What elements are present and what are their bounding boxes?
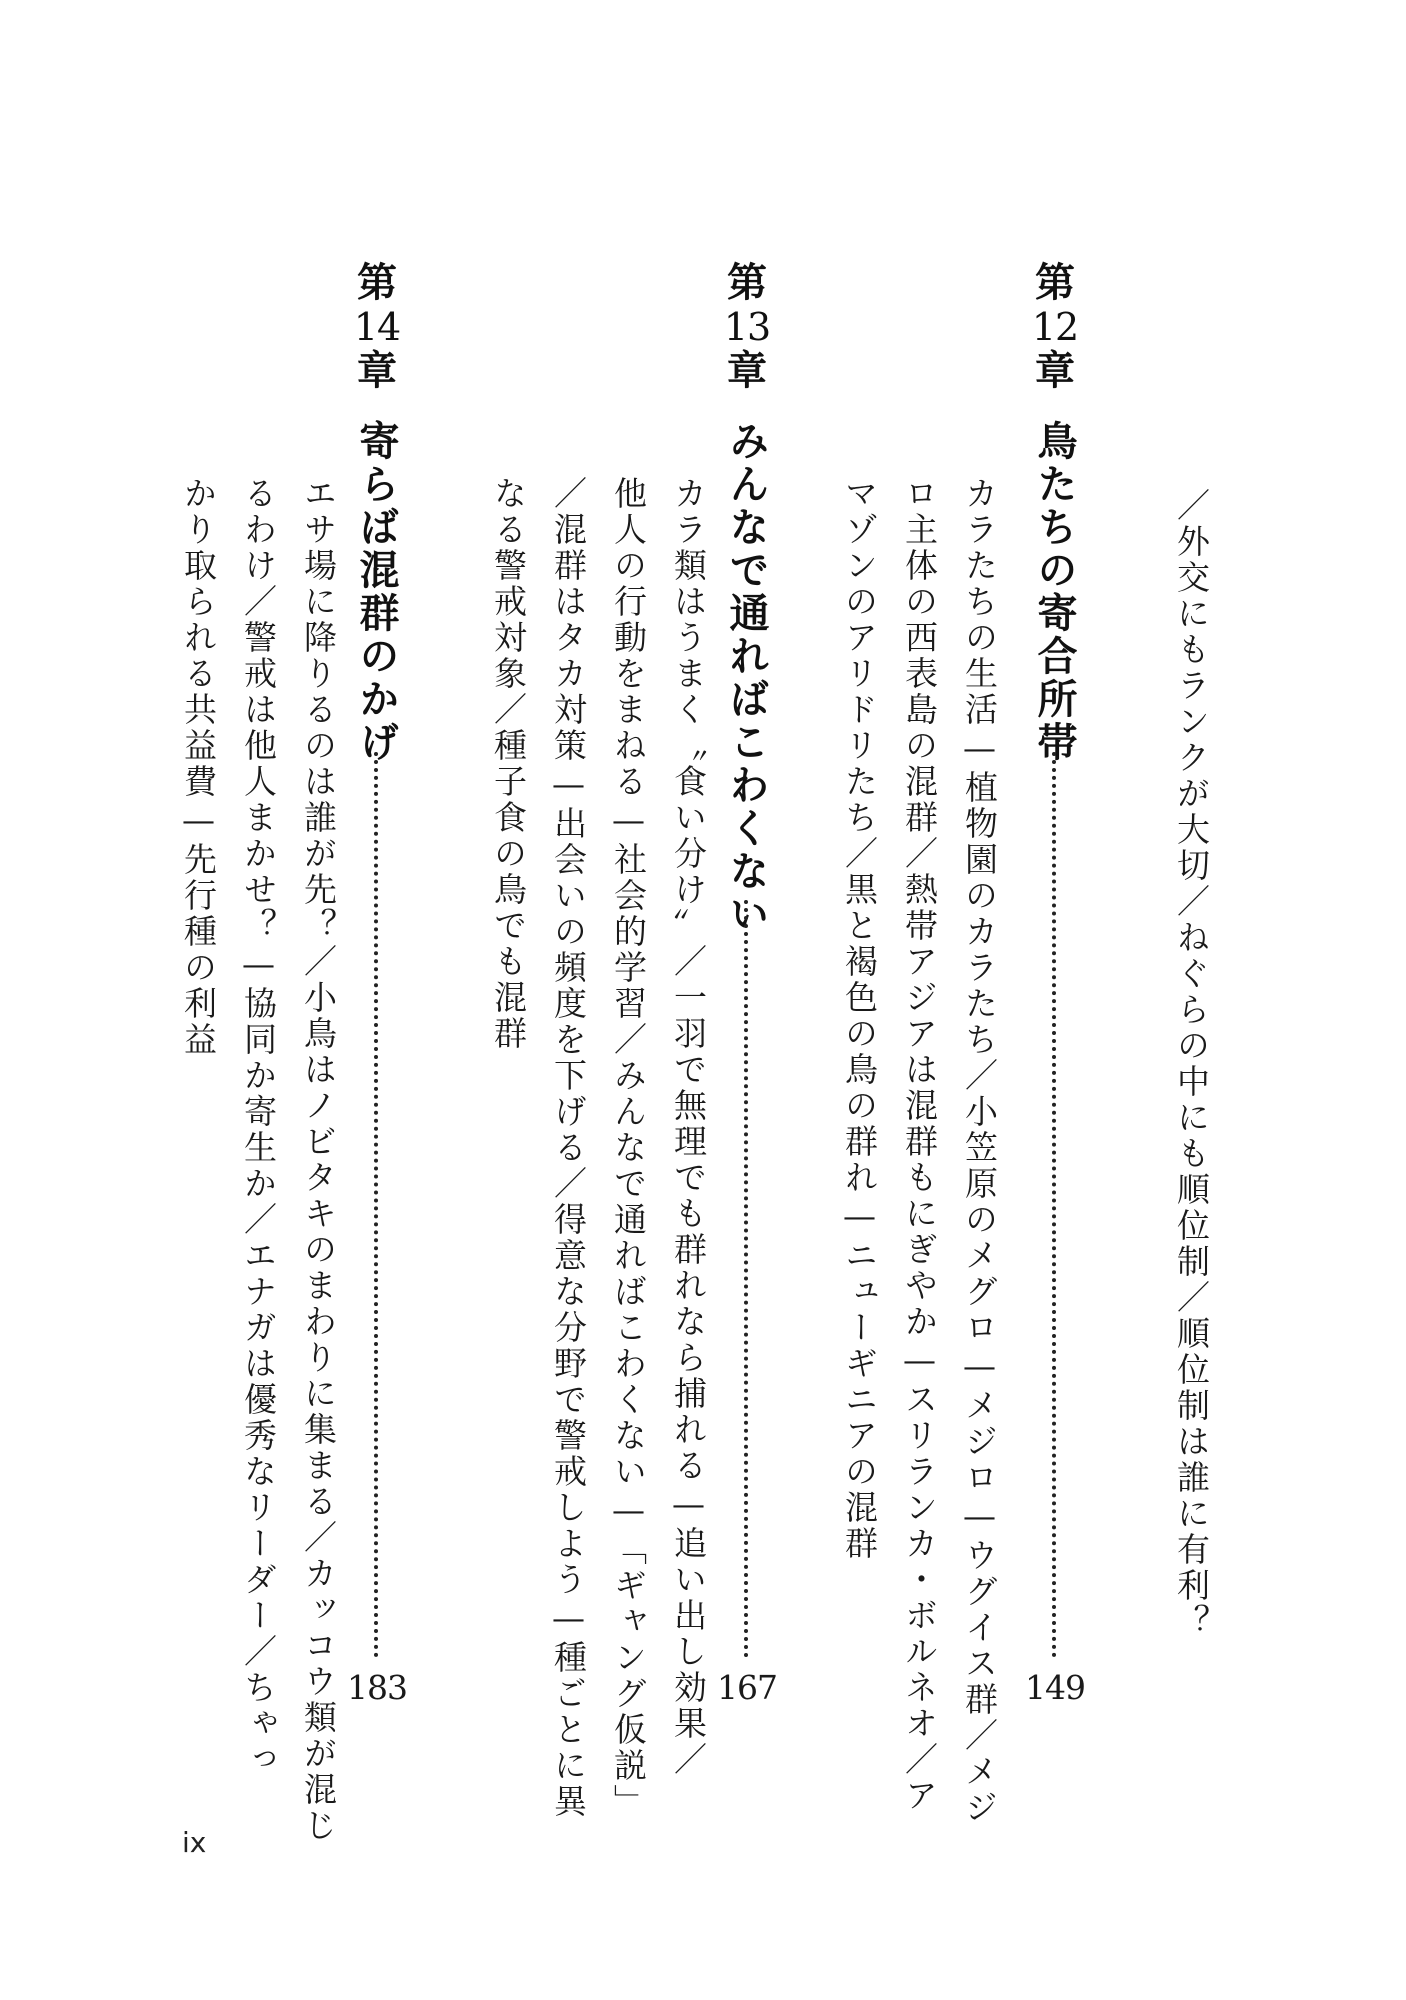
chapter-prefix: 第 xyxy=(357,260,397,306)
chapter-number: 13 xyxy=(723,305,771,349)
chapter-14-line-3: かり取られる共益費—先行種の利益 xyxy=(179,476,218,1058)
chapter-12-page-number: 149 xyxy=(1025,1668,1085,1707)
chapter-13-leader-dots xyxy=(744,900,748,1658)
chapter-13-line-1: カラ類はうまく〝食い分け〟／一羽で無理でも群れなら捕れる—追い出し効果／ xyxy=(669,476,708,1778)
chapter-13-line-2: 他人の行動をまねる—社会的学習／みんなで通ればこわくない—「ギャング仮説」 xyxy=(609,476,648,1820)
chapter-12-line-1: カラたちの生活—植物園のカラたち／小笠原のメグロ—メジロ—ウグイス群／メジ xyxy=(960,476,999,1826)
chapter-number: 14 xyxy=(353,305,401,349)
continuation-line: ／外交にもランクが大切／ねぐらの中にも順位制／順位制は誰に有利？ xyxy=(1172,488,1211,1640)
chapter-13-page-number: 167 xyxy=(717,1668,777,1707)
chapter-suffix: 章 xyxy=(727,347,767,394)
chapter-12-line-2: ロ主体の西表島の混群／熱帯アジアは混群もにぎやか—スリランカ・ボルネオ／ア xyxy=(900,476,939,1814)
chapter-13-line-4: なる警戒対象／種子食の鳥でも混群 xyxy=(489,476,528,1052)
chapter-14-line-2: るわけ／警戒は他人まかせ？—協同か寄生か／エナガは優秀なリーダー／ちゃっ xyxy=(239,476,278,1778)
chapter-12-line-3: マゾンのアリドリたち／黒と褐色の鳥の群れ—ニューギニアの混群 xyxy=(840,476,879,1562)
chapter-12-title: 鳥たちの寄合所帯 xyxy=(1031,420,1077,764)
chapter-13-label xyxy=(712,262,782,392)
chapter-13-title: みんなで通ればこわくない xyxy=(723,420,769,936)
chapter-suffix: 章 xyxy=(1035,347,1075,394)
chapter-prefix: 第 xyxy=(1035,260,1075,306)
chapter-14-page-number: 183 xyxy=(347,1668,407,1707)
chapter-number: 12 xyxy=(1031,305,1079,349)
chapter-prefix: 第 xyxy=(727,260,767,306)
chapter-14-label xyxy=(342,262,412,392)
chapter-suffix: 章 xyxy=(357,347,397,394)
chapter-12-leader-dots xyxy=(1052,752,1056,1658)
chapter-14-title: 寄らば混群のかげ xyxy=(353,420,399,764)
chapter-12-label xyxy=(1020,262,1090,392)
folio-page-number: ix xyxy=(182,1826,207,1859)
chapter-14-line-1: エサ場に降りるのは誰が先？／小鳥はノビタキのまわりに集まる／カッコウ類が混じ xyxy=(299,476,338,1844)
chapter-13-line-3: ／混群はタカ対策—出会いの頻度を下げる／得意な分野で警戒しよう—種ごとに異 xyxy=(549,476,588,1820)
chapter-14-leader-dots xyxy=(374,752,378,1658)
